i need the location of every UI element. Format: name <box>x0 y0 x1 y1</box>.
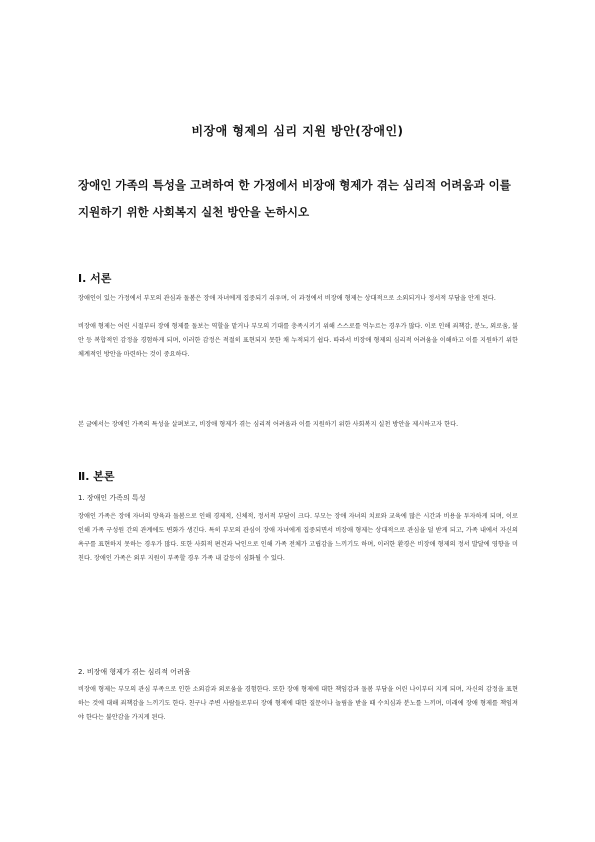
subsection-title-family-characteristics: 1. 장애인 가족의 특성 <box>78 494 146 502</box>
body-paragraph-psychological-difficulties: 비장애 형제는 부모의 관심 부족으로 인한 소외감과 외로움을 경험한다. 또한 장애 형제에 대한 책임감과 돌봄 부담을 어린 나이부터 지게 되며, 자신의 감정을 표현하는 것에 대해 죄책감을 느끼기도 한다. 친구나 주변 사람들로부터 장애 형제에 대한 질문이나 놀림을 받을 때 수치심과 분노를 느끼며, 미래에 장애 형제를 책임져야 한다는 불안감을 가지게 된다. <box>78 686 518 721</box>
intro-paragraph-3: 본 글에서는 장애인 가족의 특성을 살펴보고, 비장애 형제가 겪는 심리적 어려움과 이를 지원하기 위한 사회복지 실천 방안을 제시하고자 한다. <box>78 421 459 428</box>
document-title: 비장애 형제의 심리 지원 방안(장애인) <box>191 124 404 138</box>
intro-paragraph-1: 장애인이 있는 가정에서 부모의 관심과 돌봄은 장애 자녀에게 집중되기 쉬우며, 이 과정에서 비장애 형제는 상대적으로 소외되거나 정서적 부담을 안게 된다. <box>78 295 496 302</box>
section-heading-body: Ⅱ. 본론 <box>78 470 115 483</box>
assignment-question: 장애인 가족의 특성을 고려하여 한 가정에서 비장애 형제가 겪는 심리적 어려움과 이를 지원하기 위한 사회복지 실천 방안을 논하시오 <box>78 178 511 219</box>
section-heading-introduction: Ⅰ. 서론 <box>78 272 112 285</box>
body-paragraph-family-characteristics: 장애인 가족은 장애 자녀의 양육과 돌봄으로 인해 경제적, 신체적, 정서적 부담이 크다. 부모는 장애 자녀의 치료와 교육에 많은 시간과 비용을 투자하게 되며, 이로 인해 가족 구성원 간의 관계에도 변화가 생긴다. 특히 부모의 관심이 장애 자녀에게 집중되면서 비장애 형제는 상대적으로 관심을 덜 받게 되고, 가족 내에서 자신의 욕구를 표현하지 못하는 경우가 많다. 또한 사회적 편견과 낙인으로 인해 가족 전체가 고립감을 느끼기도 하며, 이러한 환경은 비장애 형제의 정서 발달에 영향을 미친다. 장애인 가족은 외부 지원이 부족할 경우 가족 내 갈등이 심화될 수 있다. <box>78 513 518 562</box>
subsection-title-psychological-difficulties: 2. 비장애 형제가 겪는 심리적 어려움 <box>78 668 191 676</box>
intro-paragraph-2: 비장애 형제는 어린 시절부터 장애 형제를 돌보는 역할을 맡거나 부모의 기대를 충족시키기 위해 스스로를 억누르는 경우가 많다. 이로 인해 죄책감, 분노, 외로움, 불안 등 복합적인 감정을 경험하게 되며, 이러한 감정은 적절히 표현되지 못한 채 누적되기 쉽다. 따라서 비장애 형제의 심리적 어려움을 이해하고 이를 지원하기 위한 체계적인 방안을 마련하는 것이 중요하다. <box>78 323 518 358</box>
